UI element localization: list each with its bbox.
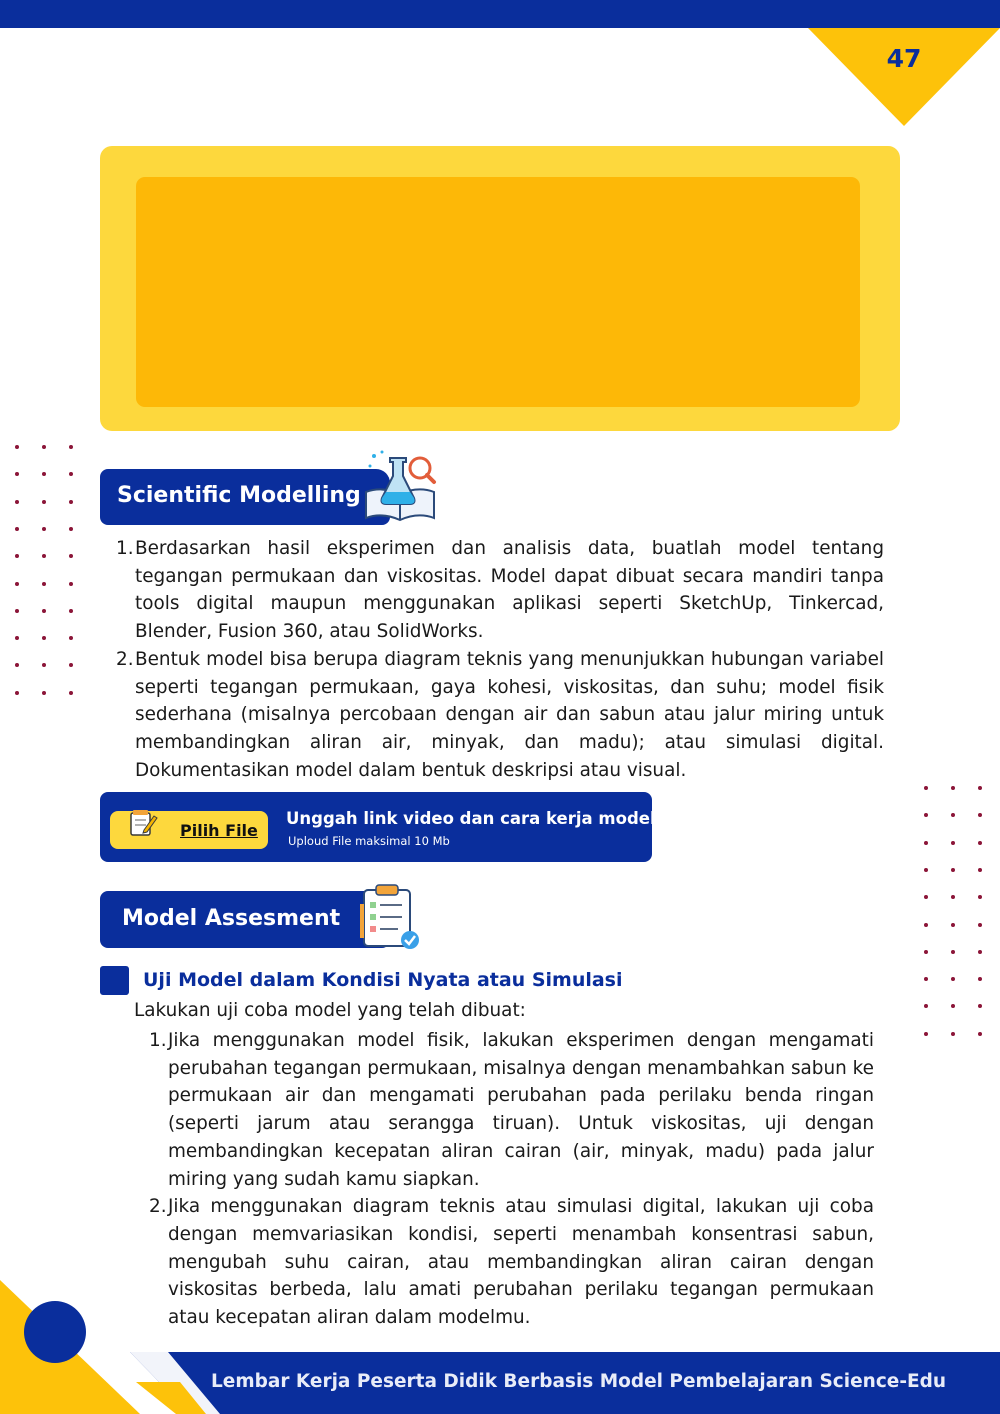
decorative-dot — [951, 841, 955, 845]
scientific-modelling-list — [116, 535, 884, 784]
decorative-dot — [15, 472, 19, 476]
decorative-dot — [951, 1032, 955, 1036]
notepad-pencil-icon — [128, 808, 158, 838]
decorative-dot — [15, 554, 19, 558]
decorative-dot — [978, 813, 982, 817]
decorative-dot — [69, 582, 73, 586]
decorative-dot — [978, 868, 982, 872]
decorative-dot — [951, 1004, 955, 1008]
decorative-dot — [69, 472, 73, 476]
upload-title: Unggah link video dan cara kerja model — [286, 809, 656, 828]
decorative-dot — [924, 1032, 928, 1036]
decorative-dot — [951, 923, 955, 927]
flask-book-icon — [362, 448, 438, 522]
assessment-intro: Lakukan uji coba model yang telah dibuat: — [134, 1000, 526, 1021]
decorative-dot — [42, 527, 46, 531]
decorative-dot — [978, 923, 982, 927]
decorative-dot — [15, 500, 19, 504]
decorative-dot — [69, 500, 73, 504]
subheading-title: Uji Model dalam Kondisi Nyata atau Simulasi — [143, 969, 623, 991]
list-item: 1. Jika menggunakan model fisik, lakukan eksperimen dengan mengamati perubahan tegangan permukaan, misalnya dengan menambahkan sabun ke permukaan air dan mengamati perubahan pada perilaku benda ringan (seperti jarum atau serangga tiruan). Untuk viskositas, uji dengan membandingkan kecepatan aliran cairan (air, minyak, madu) pada jalur miring yang sudah kamu siapkan. — [149, 1030, 874, 1190]
upload-subtitle: Uploud File maksimal 10 Mb — [288, 834, 450, 848]
decorative-dot — [924, 950, 928, 954]
decorative-dot — [42, 636, 46, 640]
decorative-dot — [924, 1004, 928, 1008]
decorative-dot — [924, 786, 928, 790]
top-bar — [0, 0, 1000, 28]
decorative-dot — [42, 554, 46, 558]
decorative-dot — [42, 663, 46, 667]
list-item: 1. Berdasarkan hasil eksperimen dan analisis data, buatlah model tentang tegangan permukaan dan viskositas. Model dapat dibuat secara mandiri tanpa tools digital maupun menggunakan aplikasi seperti SketchUp, Tinkercad, Blender, Fusion 360, atau SolidWorks. — [116, 538, 884, 643]
decorative-dot — [978, 1032, 982, 1036]
decorative-dot — [42, 500, 46, 504]
decorative-dot — [42, 691, 46, 695]
list-item: 2. Bentuk model bisa berupa diagram teknis yang menunjukkan hubungan variabel seperti tegangan permukaan, gaya kohesi, viskositas, dan suhu; model fisik sederhana (misalnya percobaan dengan air dan sabun atau jalur miring untuk membandingkan aliran air, minyak, dan madu); atau simulasi digital. Dokumentasikan model dalam bentuk deskripsi atau visual. — [116, 648, 884, 781]
decorative-dot — [978, 786, 982, 790]
decorative-dot — [42, 445, 46, 449]
decorative-dot — [978, 950, 982, 954]
media-frame-inner — [136, 177, 860, 407]
decorative-dot — [924, 868, 928, 872]
decorative-dot — [978, 895, 982, 899]
decorative-dot — [978, 977, 982, 981]
decorative-dot — [924, 841, 928, 845]
decorative-dot — [69, 445, 73, 449]
assessment-list — [149, 1027, 874, 1332]
section-title: Model Assesment — [122, 906, 341, 931]
section-title: Scientific Modelling — [117, 483, 361, 508]
subheading-marker — [100, 966, 129, 995]
decorative-dot — [15, 445, 19, 449]
decorative-dot — [69, 609, 73, 613]
decorative-dot — [924, 895, 928, 899]
choose-file-label[interactable]: Pilih File — [180, 821, 258, 840]
decorative-dot — [69, 636, 73, 640]
clipboard-check-icon — [358, 882, 422, 952]
section-header-scientific-modelling — [100, 469, 390, 525]
decorative-dot — [42, 472, 46, 476]
decorative-dot — [15, 527, 19, 531]
decorative-dot — [69, 691, 73, 695]
decorative-dot — [978, 1004, 982, 1008]
decorative-dot — [15, 691, 19, 695]
decorative-dot — [69, 554, 73, 558]
page-number-triangle — [808, 28, 1000, 126]
decorative-dot — [951, 868, 955, 872]
decorative-dot — [951, 977, 955, 981]
decorative-dot — [42, 582, 46, 586]
list-item: 2. Jika menggunakan diagram teknis atau simulasi digital, lakukan uji coba dengan memvariasikan kondisi, seperti menambah konsentrasi sabun, mengubah suhu cairan, atau membandingkan aliran cairan dengan viskositas berbeda, lalu amati perubahan perilaku tegangan permukaan atau kecepatan aliran dalam modelmu. — [149, 1196, 874, 1329]
decorative-dot — [15, 663, 19, 667]
decorative-dot — [951, 895, 955, 899]
decorative-dot — [951, 786, 955, 790]
decorative-dot — [924, 923, 928, 927]
section-header-model-assessment — [100, 891, 390, 948]
decorative-dot — [15, 582, 19, 586]
footer-text: Lembar Kerja Peserta Didik Berbasis Model Pembelajaran Science-Edu — [211, 1371, 947, 1392]
decorative-dot — [15, 636, 19, 640]
decorative-dot — [924, 813, 928, 817]
decorative-dot — [924, 977, 928, 981]
decorative-dot — [69, 527, 73, 531]
decorative-dot — [42, 609, 46, 613]
decorative-dot — [978, 841, 982, 845]
decorative-dot — [951, 813, 955, 817]
page-number: 47 — [886, 44, 922, 73]
decorative-dot — [69, 663, 73, 667]
decorative-dot — [15, 609, 19, 613]
decorative-dot — [951, 950, 955, 954]
